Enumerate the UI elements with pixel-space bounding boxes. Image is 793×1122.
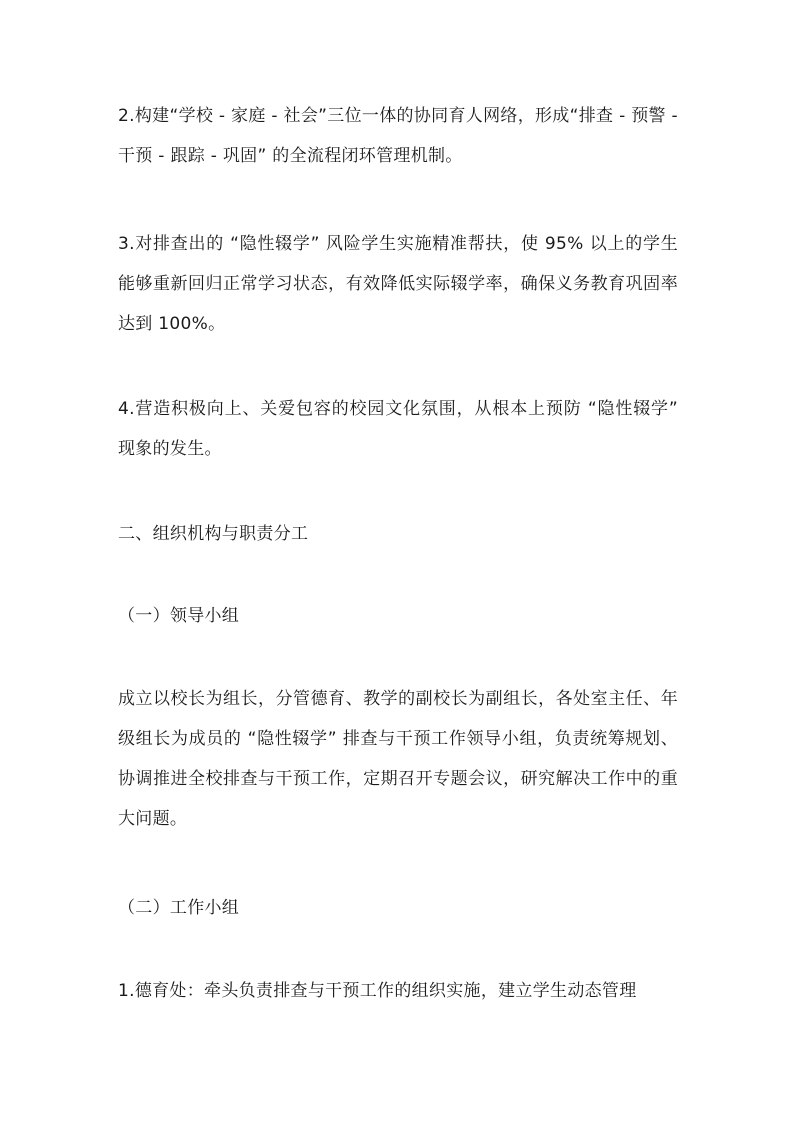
goal-paragraph-3: 3.对排查出的 “隐性辍学” 风险学生实施精准帮扶，使 95% 以上的学生能够重新回归正常学习状态，有效降低实际辍学率，确保义务教育巩固率达到 100%。 (118, 234, 678, 334)
workgroup-item-1: 1.德育处：牵头负责排查与干预工作的组织实施，建立学生动态管理 (118, 981, 637, 1001)
goal-paragraph-4: 4.营造积极向上、关爱包容的校园文化氛围，从根本上预防 “隐性辍学” 现象的发生。 (118, 399, 678, 459)
leadership-group-paragraph: 成立以校长为组长，分管德育、教学的副校长为副组长，各处室主任、年级组长为成员的 “隐性辍学” 排查与干预工作领导小组，负责统筹规划、协调推进全校排查与干预工作，定期召开专题会议，研究解决工作中的重大问题。 (118, 689, 678, 829)
subsection-heading-leadership: （一）领导小组 (118, 606, 240, 626)
subsection-heading-workgroup: （二）工作小组 (118, 898, 240, 918)
section-heading-organization: 二、组织机构与职责分工 (118, 524, 309, 544)
goal-paragraph-2: 2.构建“学校 - 家庭 - 社会”三位一体的协同育人网络，形成“排查 - 预警 - 干预 - 跟踪 - 巩固” 的全流程闭环管理机制。 (118, 106, 678, 166)
